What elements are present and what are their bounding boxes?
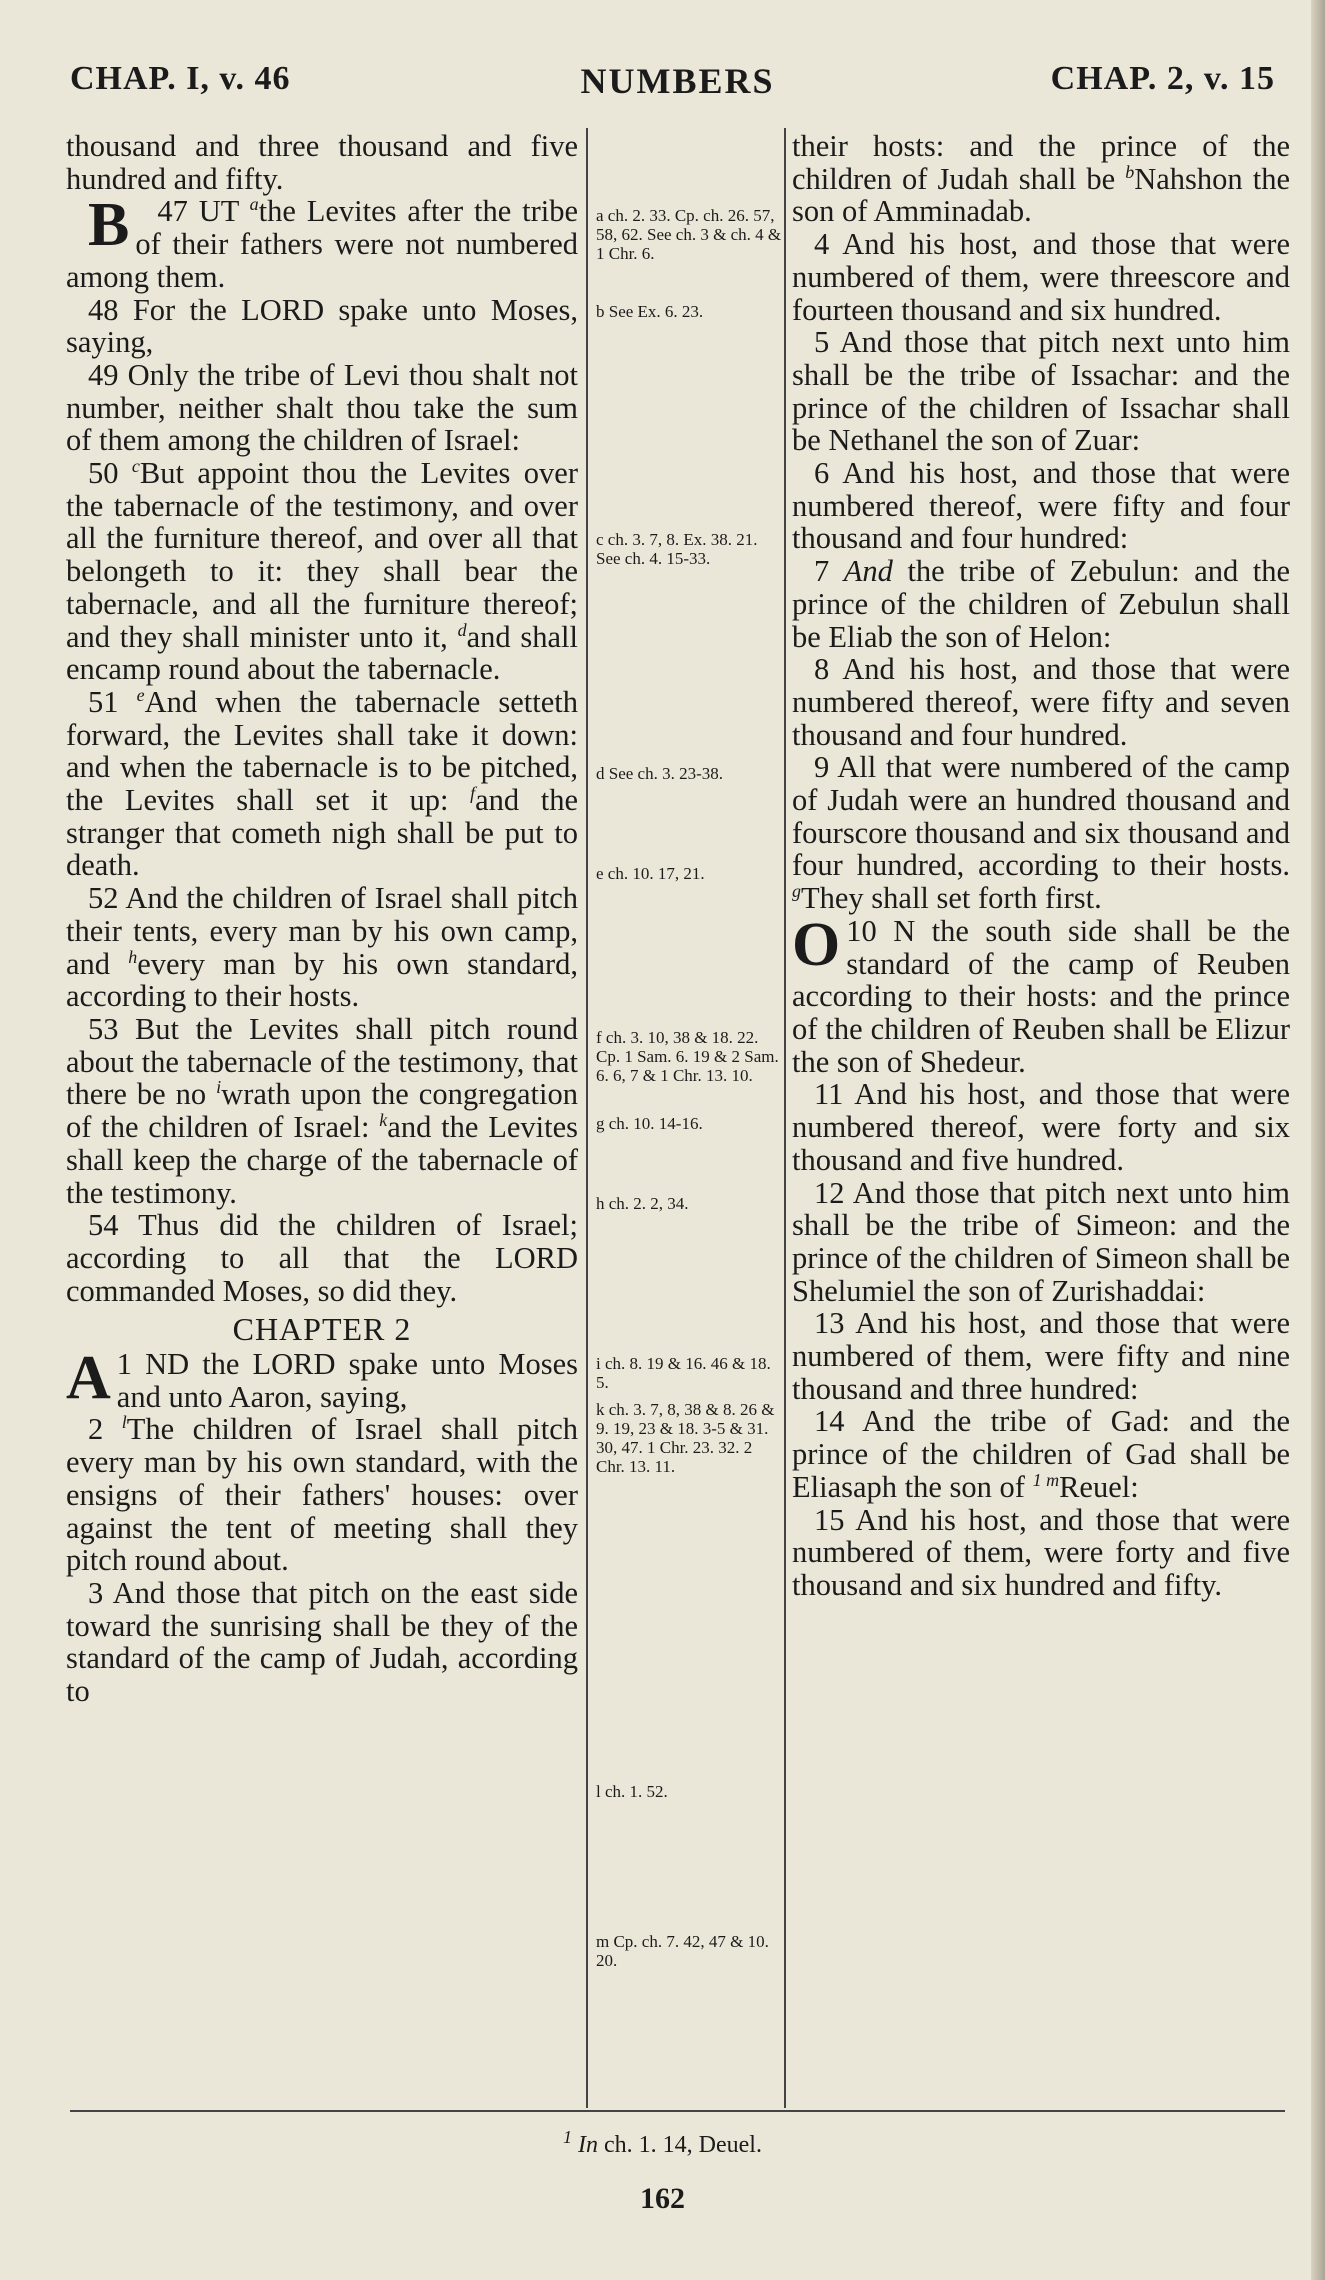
verse-11: 11 And his host, and those that were numbered thereof, were forty and six thousand and five hundred.	[792, 1077, 1290, 1177]
reference-mark: d	[457, 619, 467, 640]
verse-49: 49 Only the tribe of Levi thou shalt not number, neither shalt thou take the sum of them among the children of Israel:	[66, 357, 578, 458]
verse-53	[66, 1013, 578, 1209]
verse-text: 14 And the tribe of Gad: and the prince of the children of Gad shall be Eliasaph the son of	[792, 1404, 1290, 1504]
verse-text: and the stranger that cometh nigh shall be put to death.	[66, 783, 578, 883]
page-number: 162	[640, 2182, 685, 2215]
chapter-heading: CHAPTER 2	[232, 1311, 412, 1348]
verse-15: 15 And his host, and those that were numbered of them, were forty and five thousand and six hundred and fifty.	[792, 1502, 1290, 1602]
margin-note-l: l ch. 1. 52.	[596, 1782, 668, 1801]
verse-text: wrath upon the congregation of the children of Israel:	[66, 1077, 578, 1145]
verse-number: 47	[157, 194, 188, 229]
verse-8: 8 And his host, and those that were numbered thereof, were fifty and seven thousand and four hundred.	[792, 652, 1290, 752]
header-left-reference: CHAP. I, v. 46	[70, 60, 291, 97]
verse-47	[66, 191, 578, 294]
drop-cap: A	[66, 1344, 111, 1413]
verse-3-continuation	[792, 130, 1290, 228]
column-rule-right	[784, 128, 786, 2108]
footnote-mark: 1	[563, 2127, 573, 2147]
reference-mark: g	[792, 881, 801, 902]
verse-number: 50	[88, 456, 119, 491]
verse-9	[792, 751, 1290, 915]
verse-5: 5 And those that pitch next unto him shall be the tribe of Issachar: and the prince of the children of Issachar shall be Nethanel the son of Zuar:	[792, 325, 1290, 458]
footnote	[0, 2127, 1325, 2159]
verse-14	[792, 1405, 1290, 1503]
verse-text: N the south side shall be the standard of the camp of Reuben according to their hosts: and the prince of the children of Reuben shall be Elizur the son of Shedeur.	[792, 913, 1291, 1079]
verse-number: 7	[814, 554, 830, 589]
margin-note-g: g ch. 10. 14-16.	[596, 1114, 703, 1133]
verse-text: the tribe of Zebulun: and the prince of the children of Zebulun shall be Eliab the son of Helon:	[792, 554, 1291, 654]
verse-7	[792, 555, 1290, 653]
header-book-title: NUMBERS	[580, 61, 775, 101]
reference-mark: e	[136, 684, 145, 705]
reference-mark: k	[379, 1109, 388, 1130]
verse-text: and shall encamp round about the tabernacle.	[66, 619, 578, 687]
margin-note-a: a ch. 2. 33. Cp. ch. 26. 57, 58, 62. See ch. 3 & ch. 4 & 1 Chr. 6.	[596, 206, 782, 263]
reference-mark: 1 m	[1032, 1469, 1060, 1490]
margin-note-e: e ch. 10. 17, 21.	[596, 864, 705, 883]
verse-51	[66, 686, 578, 882]
reference-mark: c	[131, 455, 140, 476]
left-text-column	[66, 130, 578, 1708]
page-edge-shadow	[1311, 0, 1325, 2280]
reference-mark: h	[128, 946, 138, 967]
verse-text: The children of Israel shall pitch every man by his own standard, with the ensigns of their fathers' houses: over against the tent of meeting shall they pitch round about.	[66, 1412, 579, 1578]
reference-mark: i	[216, 1077, 222, 1098]
verse-text: But appoint thou the Levites over the tabernacle of the testimony, and over all the furniture thereof, and over all that belongeth to it: they shall bear the tabernacle, and all the furniture thereof; and they shall minister unto it,	[66, 456, 578, 654]
drop-cap: B	[88, 191, 130, 260]
reference-mark: a	[249, 194, 259, 215]
chapter-2-verse-2	[66, 1413, 578, 1577]
column-rule-left	[586, 128, 588, 2108]
margin-note-f: f ch. 3. 10, 38 & 18. 22. Cp. 1 Sam. 6. 19 & 2 Sam. 6. 6, 7 & 1 Chr. 13. 10.	[596, 1028, 779, 1085]
chapter-2-verse-3: 3 And those that pitch on the east side toward the sunrising shall be they of the standard of the camp of Judah, according to	[66, 1575, 578, 1709]
margin-note-m: m Cp. ch. 7. 42, 47 & 10. 20.	[596, 1932, 769, 1970]
footnote-text: ch. 1. 14, Deuel.	[604, 2132, 762, 2158]
verse-text: ND the LORD spake unto Moses and unto Aaron, saying,	[116, 1347, 579, 1414]
verse-46-continuation: thousand and three thousand and five hundred and fifty.	[66, 129, 578, 196]
verse-text: 52 And the children of Israel shall pitch their tents, every man by his own camp, and	[66, 881, 578, 981]
header-right-reference: CHAP. 2, v. 15	[1050, 60, 1275, 97]
verse-text: UT	[198, 194, 239, 229]
italic-word: And	[843, 554, 893, 589]
verse-text: 53 But the Levites shall pitch round about the tabernacle of the testimony, that there be no	[66, 1011, 578, 1112]
verse-text: Reuel:	[1059, 1469, 1139, 1504]
verse-10	[792, 910, 1291, 1079]
verse-number: 1	[116, 1347, 133, 1382]
margin-note-k: k ch. 3. 7, 8, 38 & 8. 26 & 9. 19, 23 & 18. 3-5 & 31. 30, 47. 1 Chr. 23. 32. 2 Chr. 13. 11.	[596, 1400, 775, 1476]
margin-note-c: c ch. 3. 7, 8. Ex. 38. 21. See ch. 4. 15-33.	[596, 530, 758, 568]
verse-48: 48 For the LORD spake unto Moses, saying,	[66, 292, 578, 360]
drop-cap: O	[792, 910, 841, 979]
right-text-column	[792, 130, 1290, 1602]
reference-mark: l	[121, 1412, 127, 1433]
margin-references	[596, 0, 782, 2280]
margin-note-i: i ch. 8. 19 & 16. 46 & 18. 5.	[596, 1354, 771, 1392]
verse-12: 12 And those that pitch next unto him shall be the tribe of Simeon: and the prince of the children of Simeon shall be Shelumiel the son of Zurishaddai:	[792, 1175, 1290, 1308]
verse-text: their hosts: and the prince of the children of Judah shall be	[792, 129, 1290, 196]
verse-text: and the Levites shall keep the charge of the tabernacle of the testimony.	[66, 1110, 578, 1210]
verse-13: 13 And his host, and those that were numbered of them, were fifty and nine thousand and three hundred:	[792, 1306, 1290, 1406]
verse-50	[66, 457, 578, 686]
reference-mark: b	[1125, 161, 1135, 182]
margin-note-b: b See Ex. 6. 23.	[596, 302, 704, 321]
verse-text: every man by his own standard, according to their hosts.	[66, 946, 579, 1014]
margin-note-h: h ch. 2. 2, 34.	[596, 1194, 689, 1213]
verse-4: 4 And his host, and those that were numbered of them, were threescore and fourteen thousand and six hundred.	[792, 227, 1290, 327]
chapter-2-verse-1	[66, 1344, 579, 1414]
verse-text: They shall set forth first.	[801, 881, 1102, 916]
verse-text: 9 All that were numbered of the camp of Judah were an hundred thousand and fourscore thousand and six thousand and four hundred, according to their hosts.	[792, 750, 1290, 883]
verse-6: 6 And his host, and those that were numbered thereof, were fifty and four thousand and four hundred:	[792, 456, 1290, 556]
verse-number: 2	[88, 1412, 104, 1447]
verse-text: the Levites after the tribe of their fathers were not numbered among them.	[66, 194, 578, 294]
margin-note-d: d See ch. 3. 23-38.	[596, 764, 724, 783]
footnote-italic: In	[578, 2132, 599, 2158]
reference-mark: f	[470, 782, 476, 803]
verse-54: 54 Thus did the children of Israel; according to all that the LORD commanded Moses, so did they.	[66, 1208, 578, 1308]
verse-text: Nahshon the son of Amminadab.	[792, 161, 1290, 229]
verse-text: And when the tabernacle setteth forward, the Levites shall take it down: and when the tabernacle is to be pitched, the Levites shall set it up:	[66, 684, 579, 818]
verse-number: 51	[88, 684, 119, 719]
verse-number: 10	[846, 913, 877, 948]
footnote-rule	[70, 2110, 1285, 2112]
verse-52	[66, 882, 578, 1013]
